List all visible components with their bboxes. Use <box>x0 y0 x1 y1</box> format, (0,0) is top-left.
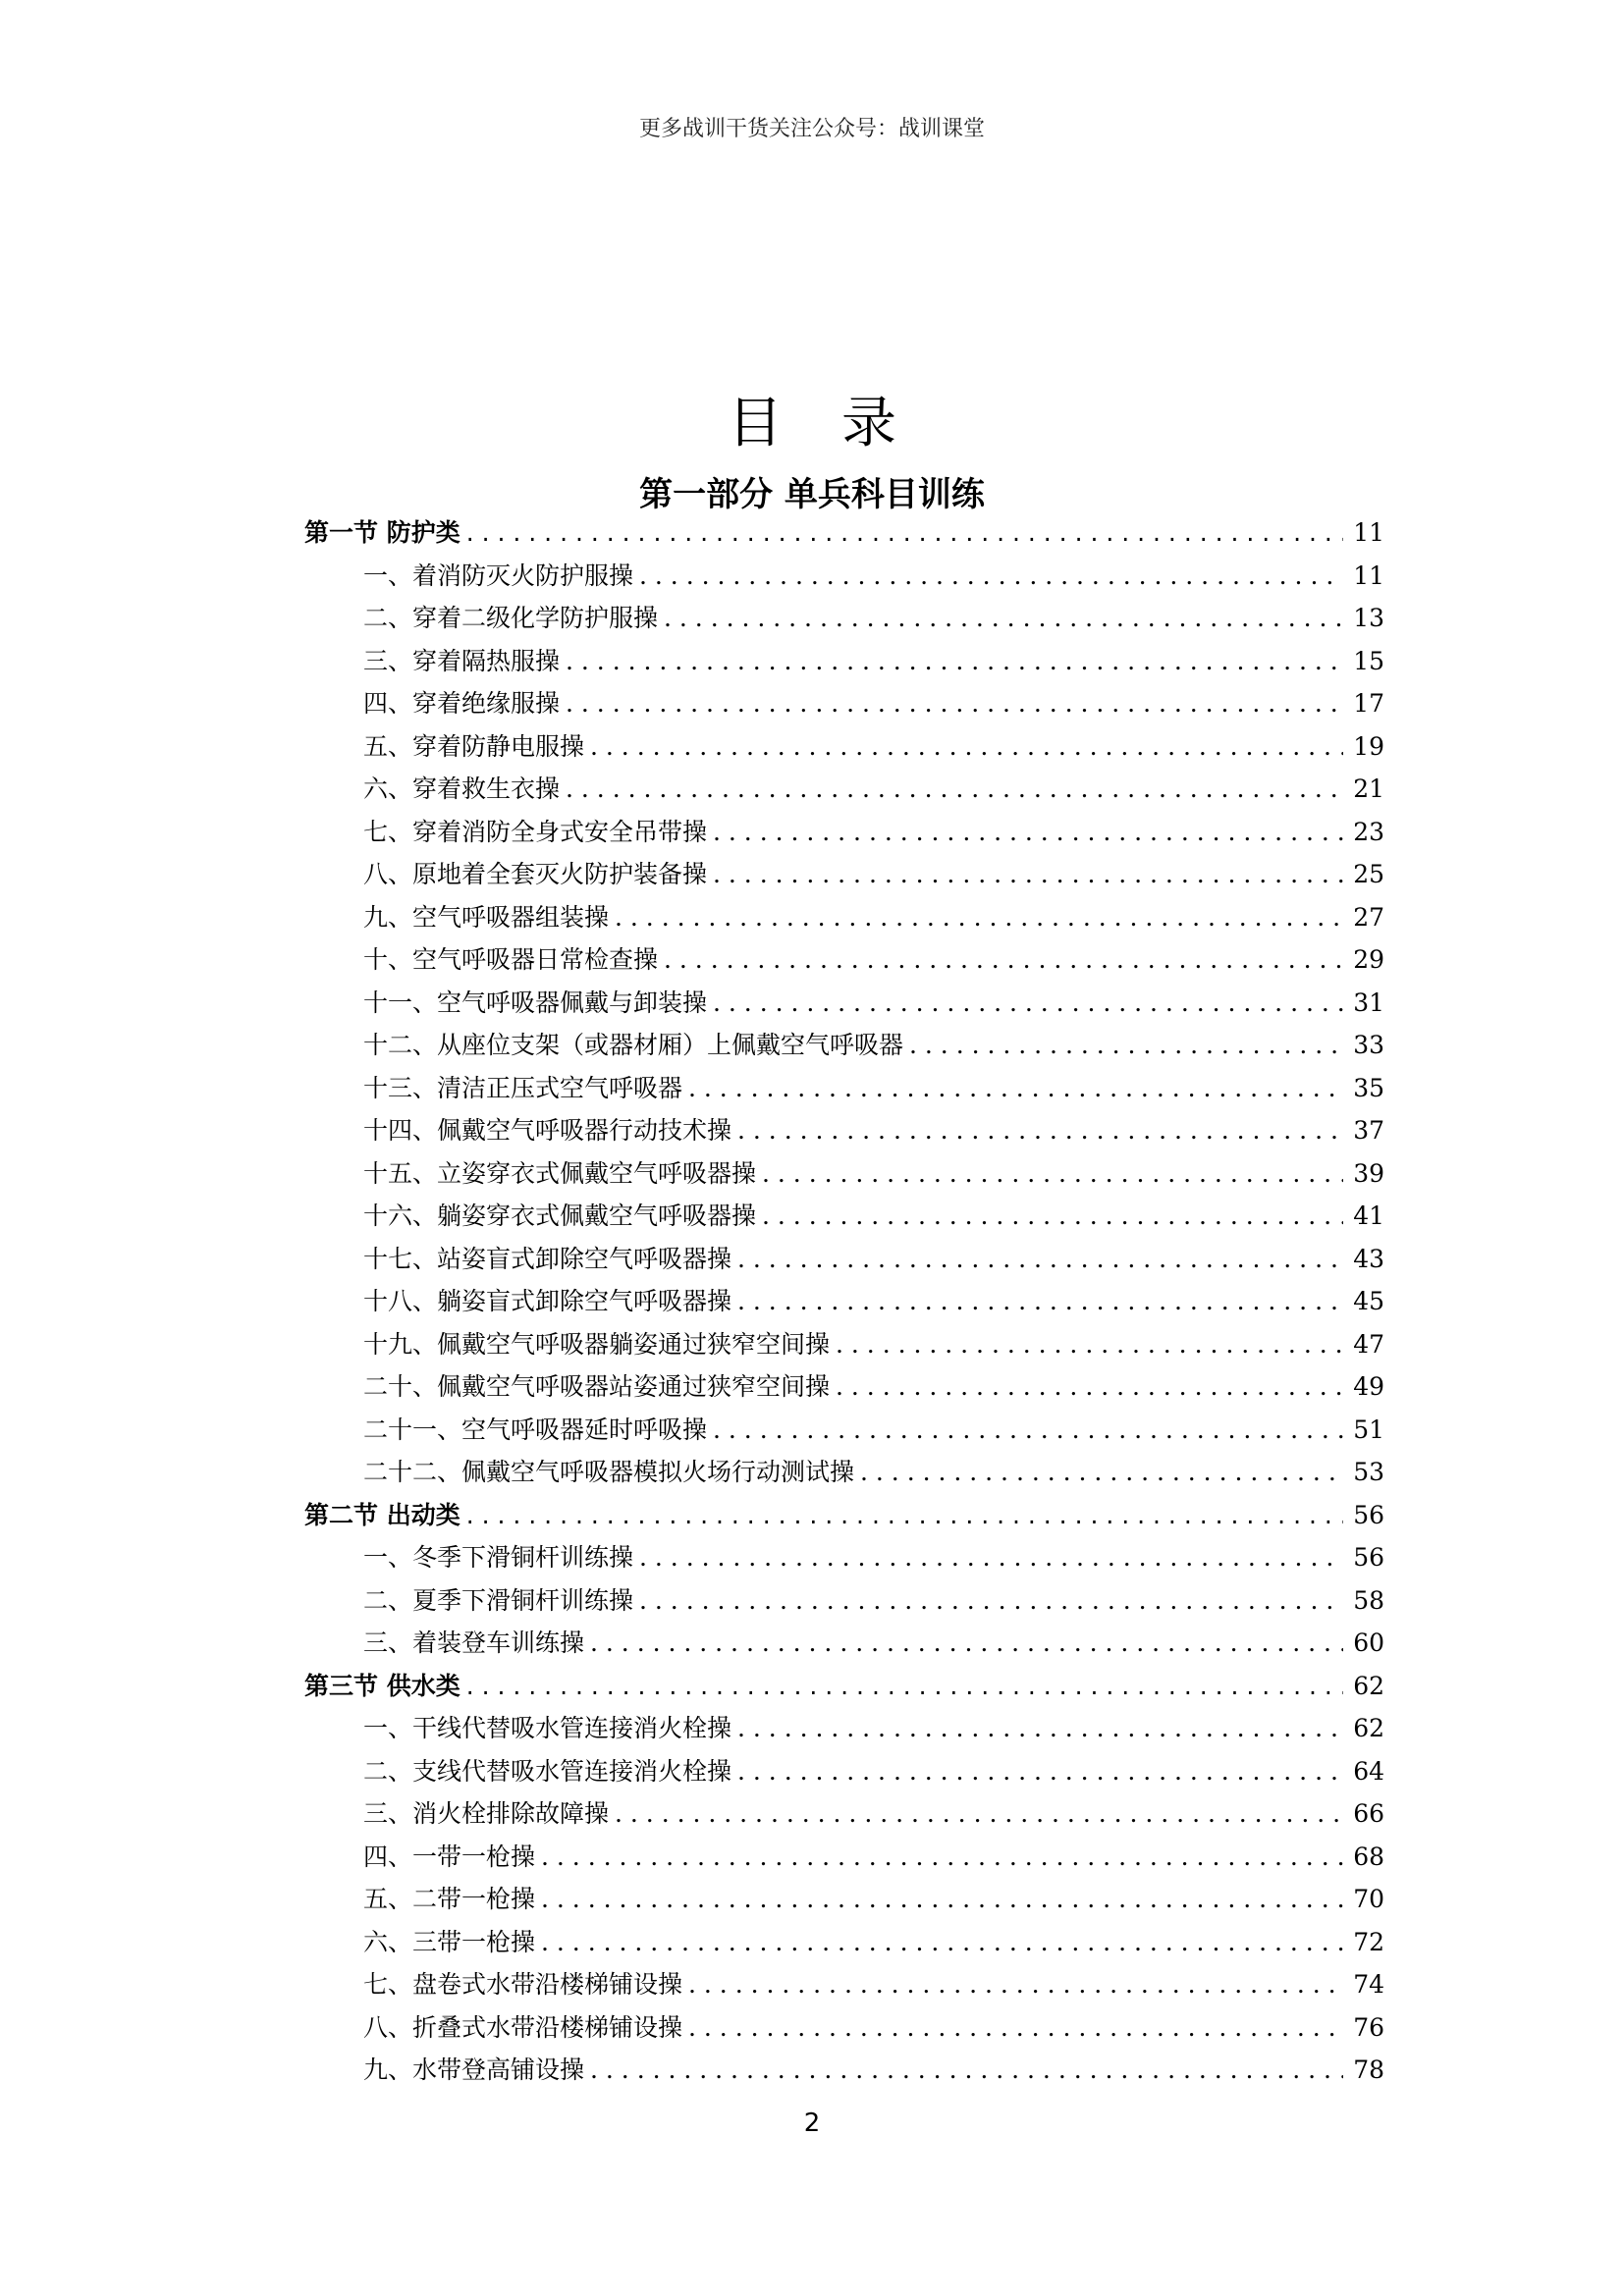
toc-item[interactable] <box>304 1154 1384 1198</box>
toc-item[interactable] <box>304 1325 1384 1368</box>
toc-entry-page: 49 <box>1353 1372 1384 1401</box>
toc-entry-page: 29 <box>1353 945 1384 974</box>
toc-entry-page: 53 <box>1353 1458 1384 1486</box>
toc-entry-label: 十三、清洁正压式空气呼吸器 <box>363 1073 683 1102</box>
toc-item[interactable] <box>304 1411 1384 1454</box>
toc-item[interactable] <box>304 599 1384 642</box>
toc-leader-dots <box>541 1885 1343 1913</box>
toc-leader-dots <box>541 1928 1343 1956</box>
toc-item[interactable] <box>304 2051 1384 2094</box>
toc-entry-label: 一、干线代替吸水管连接消火栓操 <box>363 1714 732 1742</box>
toc-entry-label: 三、穿着隔热服操 <box>363 646 561 675</box>
toc-entry-label: 九、水带登高铺设操 <box>363 2056 585 2084</box>
toc-leader-dots <box>566 774 1343 803</box>
toc-item[interactable] <box>304 1752 1384 1795</box>
toc-entry-label: 二、穿着二级化学防护服操 <box>363 604 659 632</box>
toc-entry-label: 十九、佩戴空气呼吸器躺姿通过狭窄空间操 <box>363 1329 831 1359</box>
toc-entry-label: 九、空气呼吸器组装操 <box>363 902 610 932</box>
toc-item[interactable] <box>304 1367 1384 1411</box>
toc-leader-dots <box>541 1842 1343 1871</box>
toc-entry-page: 15 <box>1353 646 1384 675</box>
toc-section[interactable] <box>304 513 1384 557</box>
toc-entry-page: 21 <box>1353 774 1384 803</box>
toc-item[interactable] <box>304 1240 1384 1283</box>
toc-entry-page: 35 <box>1353 1073 1384 1102</box>
toc-item[interactable] <box>304 1453 1384 1496</box>
document-title: 目录 <box>728 392 955 455</box>
toc-leader-dots <box>713 860 1343 888</box>
toc-section[interactable] <box>304 1667 1384 1710</box>
toc-leader-dots <box>590 2056 1343 2084</box>
toc-entry-label: 十一、空气呼吸器佩戴与卸装操 <box>363 988 708 1017</box>
toc-entry-label: 六、穿着救生衣操 <box>363 774 561 803</box>
toc-item[interactable] <box>304 1282 1384 1325</box>
toc-leader-dots <box>639 561 1343 590</box>
toc-item[interactable] <box>304 557 1384 600</box>
toc-item[interactable] <box>304 1965 1384 2008</box>
toc-entry-page: 70 <box>1353 1885 1384 1913</box>
toc-item[interactable] <box>304 1197 1384 1240</box>
toc-entry-page: 60 <box>1353 1629 1384 1657</box>
toc-leader-dots <box>762 1201 1343 1230</box>
toc-leader-dots <box>762 1159 1343 1188</box>
toc-entry-page: 62 <box>1353 1714 1384 1742</box>
toc-entry-label: 二十二、佩戴空气呼吸器模拟火场行动测试操 <box>363 1458 855 1486</box>
toc-entry-page: 27 <box>1353 902 1384 932</box>
toc-entry-page: 11 <box>1353 518 1384 547</box>
toc-entry-label: 四、一带一枪操 <box>363 1842 536 1871</box>
toc-leader-dots <box>737 1245 1343 1273</box>
toc-entry-page: 43 <box>1353 1244 1384 1273</box>
part-title: 第一部分 单兵科目训练 <box>639 475 985 514</box>
toc-item[interactable] <box>304 770 1384 813</box>
toc-entry-page: 19 <box>1353 731 1384 761</box>
toc-entry-label: 四、穿着绝缘服操 <box>363 689 561 718</box>
toc-entry-page: 78 <box>1353 2056 1384 2084</box>
toc-entry-label: 二十、佩戴空气呼吸器站姿通过狭窄空间操 <box>363 1372 831 1401</box>
toc-entry-label: 第二节 出动类 <box>304 1500 460 1529</box>
toc-entry-page: 13 <box>1353 604 1384 632</box>
toc-leader-dots <box>664 604 1343 632</box>
page-header: 更多战训干货关注公众号：战训课堂 <box>638 117 985 141</box>
toc-entry-label: 十七、站姿盲式卸除空气呼吸器操 <box>363 1244 732 1273</box>
toc-entry-label: 七、穿着消防全身式安全吊带操 <box>363 817 708 846</box>
toc-entry-page: 39 <box>1353 1158 1384 1188</box>
toc-leader-dots <box>737 1116 1343 1145</box>
toc-item[interactable] <box>304 1026 1384 1069</box>
toc-entry-label: 三、消火栓排除故障操 <box>363 1799 610 1828</box>
toc-entry-label: 十八、躺姿盲式卸除空气呼吸器操 <box>363 1287 732 1315</box>
toc-item[interactable] <box>304 727 1384 771</box>
toc-entry-label: 一、着消防灭火防护服操 <box>363 561 634 590</box>
toc-entry-label: 五、穿着防静电服操 <box>363 731 585 761</box>
toc-entry-label: 八、原地着全套灭火防护装备操 <box>363 860 708 888</box>
toc-item[interactable] <box>304 1794 1384 1838</box>
toc-item[interactable] <box>304 642 1384 685</box>
toc-entry-page: 45 <box>1353 1287 1384 1315</box>
toc-item[interactable] <box>304 1880 1384 1923</box>
toc-entry-page: 56 <box>1353 1500 1384 1529</box>
toc-entry-page: 68 <box>1353 1842 1384 1871</box>
toc-entry-page: 23 <box>1353 817 1384 846</box>
toc-leader-dots <box>566 689 1343 718</box>
toc-leader-dots <box>688 1970 1343 1999</box>
toc-entry-page: 33 <box>1353 1031 1384 1059</box>
toc-entry-label: 十四、佩戴空气呼吸器行动技术操 <box>363 1116 732 1145</box>
toc-leader-dots <box>466 518 1343 547</box>
toc-leader-dots <box>860 1458 1343 1486</box>
table-of-contents <box>304 513 1384 2094</box>
toc-entry-page: 62 <box>1353 1671 1384 1700</box>
toc-entry-page: 37 <box>1353 1116 1384 1145</box>
toc-leader-dots <box>737 1757 1343 1786</box>
toc-leader-dots <box>639 1586 1343 1615</box>
toc-item[interactable] <box>304 940 1384 984</box>
toc-item[interactable] <box>304 684 1384 727</box>
toc-entry-label: 六、三带一枪操 <box>363 1927 536 1956</box>
toc-leader-dots <box>615 903 1343 932</box>
toc-entry-page: 76 <box>1353 2012 1384 2042</box>
toc-leader-dots <box>713 1415 1343 1444</box>
toc-leader-dots <box>615 1799 1343 1828</box>
toc-entry-label: 八、折叠式水带沿楼梯铺设操 <box>363 2012 683 2042</box>
toc-entry-label: 二、夏季下滑铜杆训练操 <box>363 1585 634 1615</box>
toc-entry-page: 58 <box>1353 1585 1384 1615</box>
toc-entry-page: 64 <box>1353 1756 1384 1786</box>
toc-leader-dots <box>566 647 1343 675</box>
toc-entry-label: 三、着装登车训练操 <box>363 1629 585 1657</box>
toc-entry-page: 25 <box>1353 860 1384 888</box>
toc-leader-dots <box>836 1372 1343 1401</box>
toc-entry-page: 47 <box>1353 1329 1384 1359</box>
toc-item[interactable] <box>304 855 1384 898</box>
toc-item[interactable] <box>304 1838 1384 1881</box>
toc-entry-label: 十、空气呼吸器日常检查操 <box>363 945 659 974</box>
toc-entry-page: 74 <box>1353 1970 1384 1999</box>
toc-leader-dots <box>909 1031 1343 1059</box>
toc-leader-dots <box>836 1330 1343 1359</box>
toc-entry-page: 56 <box>1353 1543 1384 1572</box>
toc-leader-dots <box>664 945 1343 974</box>
toc-entry-label: 二十一、空气呼吸器延时呼吸操 <box>363 1415 708 1444</box>
toc-entry-page: 11 <box>1353 561 1384 590</box>
toc-entry-page: 72 <box>1353 1927 1384 1956</box>
toc-entry-page: 31 <box>1353 988 1384 1017</box>
toc-section[interactable] <box>304 1496 1384 1539</box>
toc-leader-dots <box>713 818 1343 846</box>
toc-item[interactable] <box>304 898 1384 941</box>
toc-leader-dots <box>639 1543 1343 1572</box>
toc-leader-dots <box>590 1629 1343 1657</box>
toc-item[interactable] <box>304 1069 1384 1112</box>
toc-leader-dots <box>466 1672 1343 1700</box>
toc-entry-label: 一、冬季下滑铜杆训练操 <box>363 1543 634 1572</box>
toc-leader-dots <box>466 1501 1343 1529</box>
toc-leader-dots <box>688 2013 1343 2042</box>
toc-leader-dots <box>688 1074 1343 1102</box>
toc-item[interactable] <box>304 1923 1384 1966</box>
toc-entry-label: 五、二带一枪操 <box>363 1885 536 1913</box>
toc-leader-dots <box>737 1287 1343 1315</box>
toc-item[interactable] <box>304 1624 1384 1667</box>
toc-entry-label: 十六、躺姿穿衣式佩戴空气呼吸器操 <box>363 1201 757 1230</box>
toc-item[interactable] <box>304 1581 1384 1625</box>
toc-entry-label: 十五、立姿穿衣式佩戴空气呼吸器操 <box>363 1158 757 1188</box>
toc-entry-label: 十二、从座位支架（或器材厢）上佩戴空气呼吸器 <box>363 1031 904 1059</box>
toc-item[interactable] <box>304 813 1384 856</box>
toc-leader-dots <box>713 988 1343 1017</box>
toc-item[interactable] <box>304 984 1384 1027</box>
toc-entry-label: 第一节 防护类 <box>304 518 460 547</box>
toc-entry-page: 51 <box>1353 1415 1384 1444</box>
toc-item[interactable] <box>304 1111 1384 1154</box>
toc-entry-page: 66 <box>1353 1799 1384 1828</box>
toc-entry-label: 第三节 供水类 <box>304 1671 460 1700</box>
toc-entry-page: 17 <box>1353 689 1384 718</box>
page-number: 2 <box>803 2109 821 2138</box>
toc-entry-label: 七、盘卷式水带沿楼梯铺设操 <box>363 1970 683 1999</box>
toc-leader-dots <box>590 732 1343 761</box>
toc-entry-page: 41 <box>1353 1201 1384 1230</box>
toc-item[interactable] <box>304 1709 1384 1752</box>
toc-item[interactable] <box>304 2008 1384 2052</box>
toc-leader-dots <box>737 1714 1343 1742</box>
toc-item[interactable] <box>304 1538 1384 1581</box>
toc-entry-label: 二、支线代替吸水管连接消火栓操 <box>363 1756 732 1786</box>
